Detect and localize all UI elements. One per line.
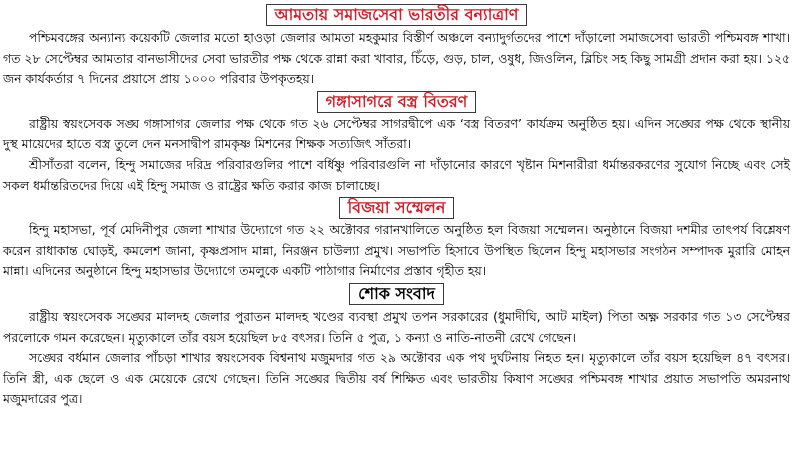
section-title-bijaya-sammelan: বিজয়া সম্মেলন (339, 197, 455, 219)
bijaya-sammelan-paragraph: হিন্দু মহাসভা, পূর্ব মেদিনীপুর জেলা শাখার উদ্যোগে গত ২২ অক্টোবর গরানখালিতে অনুষ্ঠিত হল বিজয়া সম্মেলন। অনুষ্ঠানে বিজয়া দশমীর তাৎপর্য বিশ্লেষণ করেন রাধাকান্ত ঘোড়ই, কমলেশ জানা, কৃষ্ণপ্রসাদ মান্না, নিরঞ্জন চাউল্যা প্রমুখ। সভাপতি হিসাবে উপস্থিত ছিলেন হিন্দু মহাসভার সংগঠন সম্পাদক মুরারি মোহন মান্না। এদিনের অনুষ্ঠানে হিন্দু মহাসভার উদ্যোগে তমলুকে একটি পাঠাগার নির্মাণের প্রস্তাব গৃহীত হয়। (3, 222, 790, 279)
section-title-obituary: শোক সংবাদ (349, 283, 444, 305)
section-title-cloth-distribution: গঙ্গাসাগরে বস্ত্র বিতরণ (317, 91, 477, 113)
section-title-flood-relief: আমতায় সমাজসেবা ভারতীর বন্যাত্রাণ (266, 4, 528, 26)
cloth-distribution-paragraph-1: রাষ্ট্রীয় স্বয়ংসেবক সঙ্ঘ গঙ্গাসাগর জেলার পক্ষ থেকে গত ২৬ সেপ্টেম্বর সাগরদ্বীপে এক ‘বস্ত্র বিতরণ’ কার্যক্রম অনুষ্ঠিত হয়। এদিন সঙ্ঘের পক্ষ থেকে স্থানীয় দুস্থ মায়েদের হাতে বস্ত্র তুলে দেন মনসাদ্বীপ রামকৃষ্ণ মিশনের শিক্ষক সত্যজিৎ সাঁতরা। (3, 115, 790, 152)
obituary-paragraph-2: সঙ্ঘের বর্ধমান জেলার পাঁচড়া শাখার স্বয়ংসেবক বিশ্বনাথ মজুমদার গত ২৯ অক্টোবর এক পথ দুর্ঘটনায় নিহত হন। মৃত্যুকালে তাঁর বয়স হয়েছিল ৪৭ বৎসর। তিনি স্ত্রী, এক ছেলে ও এক মেয়েকে রেখে গেছেন। তিনি সঙ্ঘের দ্বিতীয় বর্ষ শিক্ষিত এবং ভারতীয় কিষাণ সঙ্ঘের পশ্চিমবঙ্গ শাখার প্রয়াত সভাপতি অমরনাথ মজুমদারের পুত্র। (3, 350, 790, 407)
cloth-distribution-paragraph-2: শ্রীসাঁতরা বলেন, হিন্দু সমাজের দরিদ্র পরিবারগুলির পাশে বর্ধিষ্ণু পরিবারগুলি না দাঁড়ানোর কারণে খৃষ্টান মিশনারীরা ধর্মান্তরকরণের সুযোগ নিচ্ছে এবং সেই সকল ধর্মান্তরিতদের দিয়ে এই হিন্দু সমাজ ও রাষ্ট্রের ক্ষতি করার কাজ চালাচ্ছে। (3, 156, 790, 193)
obituary-paragraph-1: রাষ্ট্রীয় স্বয়ংসেবক সঙ্ঘের মালদহ জেলার পুরাতন মালদহ খণ্ডের ব্যবস্থা প্রমুখ তপন সরকারের (ধুমাদীঘি, আট মাইল) পিতা অক্ষ্ণ সরকার গত ১৩ সেপ্টেম্বর পরলোকে গমন করেছেন। মৃত্যুকালে তাঁর বয়স হয়েছিল ৮৫ বৎসর। তিনি ৫ পুত্র, ১ কন্যা ও নাতি-নাতনী রেখে গেছেন। (3, 308, 790, 345)
flood-relief-paragraph: পশ্চিমবঙ্গের অন্যান্য কয়েকটি জেলার মতো হাওড়া জেলার আমতা মহকুমার বিস্তীর্ণ অঞ্চলে বন্যাদুর্গতদের পাশে দাঁড়ালো সমাজসেবা ভারতী পশ্চিমবঙ্গ শাখা। গত ২৮ সেপ্টেম্বর আমতার বানভাসীদের সেবা ভারতীর পক্ষ থেকে রান্না করা খাবার, চিঁড়ে, গুড়, চাল, ওষুধ, জিওলিন, ব্লিচিং সহ কিছু সামগ্রী প্রদান করা হয়। ১২৫ জন কার্যকর্তার ৭ দিনের প্রয়াসে প্রায় ১০০০ পরিবার উপকৃতহয়। (3, 30, 790, 87)
